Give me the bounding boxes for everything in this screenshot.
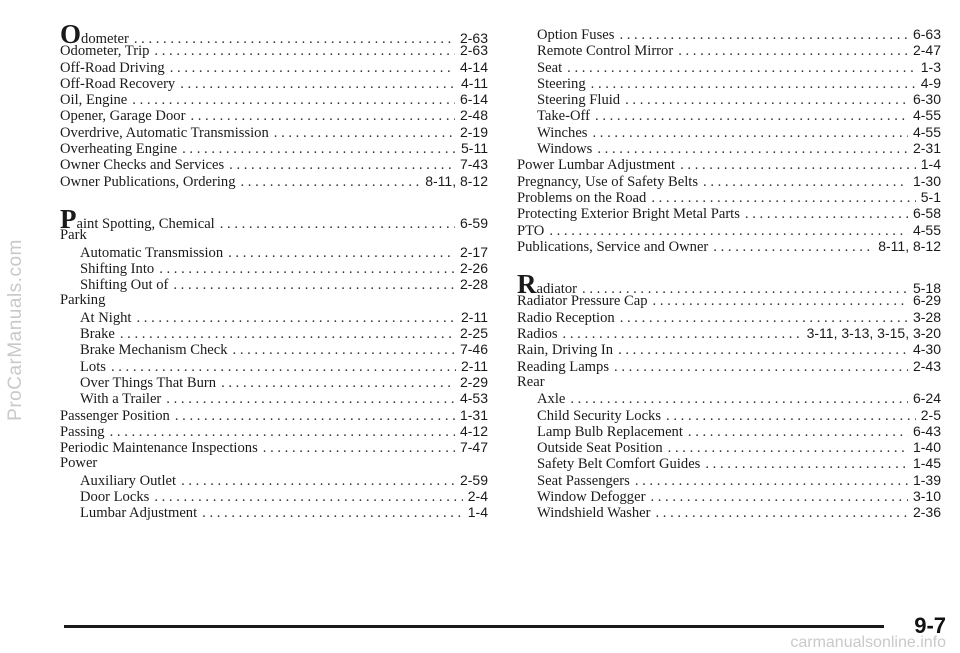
index-term: [517, 342, 613, 358]
index-entry: [517, 455, 941, 471]
index-section: [517, 269, 941, 522]
dot-leader: [592, 125, 907, 141]
index-term: [80, 473, 176, 489]
dot-leader: [229, 157, 455, 173]
dot-leader: [668, 440, 908, 456]
page-reference: 5-18: [912, 280, 941, 297]
dot-leader: [549, 223, 908, 239]
index-entry: [60, 390, 488, 406]
index-entry: [60, 292, 488, 308]
dot-leader: [745, 206, 908, 222]
dot-leader: [136, 310, 456, 326]
index-term: [60, 227, 87, 243]
index-entry: [517, 156, 941, 172]
dot-leader: [563, 326, 802, 342]
dot-leader: [705, 456, 908, 472]
index-entry: [517, 439, 941, 455]
dot-leader: [274, 125, 455, 141]
index-term: [60, 174, 236, 190]
index-term-text: aint Spotting, Chemical: [76, 215, 215, 232]
index-section: [517, 26, 941, 254]
index-term-text: Option Fuses: [537, 27, 615, 43]
dot-leader: [120, 326, 455, 342]
index-section: [60, 203, 488, 522]
index-term: [80, 245, 223, 261]
page-reference: 4-30: [912, 341, 941, 358]
index-term: [537, 456, 700, 472]
dot-leader: [154, 43, 455, 59]
page-reference: 2-5: [920, 406, 941, 423]
index-term: [80, 391, 161, 407]
index-entry: [517, 140, 941, 156]
page-reference: 5-1: [920, 188, 941, 205]
index-term-text: Brake: [80, 326, 115, 343]
index-term-text: Steering Fluid: [537, 92, 621, 109]
page-reference: 8-11, 8-12: [878, 237, 941, 254]
index-term-text: Rear: [517, 373, 545, 390]
page-reference: 4-14: [459, 58, 488, 75]
index-entry: [517, 59, 941, 75]
index-entry: [60, 19, 488, 49]
index-term-text: Power Lumbar Adjustment: [517, 157, 676, 174]
dot-leader: [655, 505, 907, 521]
section-letter: O: [60, 19, 82, 49]
index-term-text: Brake Mechanism Check: [80, 342, 228, 359]
index-term-text: At Night: [80, 309, 132, 326]
index-term-text: Radios: [517, 326, 558, 343]
index-term: [537, 440, 663, 456]
index-column-left: [60, 19, 488, 522]
page-reference: 1-3: [920, 58, 941, 75]
dot-leader: [620, 310, 908, 326]
index-term-text: Winches: [537, 124, 588, 141]
index-entry: [517, 309, 941, 325]
index-term: [517, 374, 545, 390]
page-reference: 2-63: [459, 30, 488, 46]
index-term: [60, 141, 177, 157]
index-term-text: dometer: [81, 31, 129, 47]
page-reference: 4-12: [459, 422, 488, 439]
page-reference: 7-47: [459, 439, 488, 456]
index-term-text: Door Locks: [80, 489, 150, 506]
index-entry: [60, 107, 488, 123]
dot-leader: [110, 424, 455, 440]
index-term-text: Radiator Pressure Cap: [517, 293, 648, 310]
dot-leader: [228, 245, 455, 261]
index-term: [80, 375, 216, 391]
index-term-text: Automatic Transmission: [80, 244, 224, 261]
page-reference: 6-29: [912, 292, 941, 309]
index-term: [537, 408, 661, 424]
dot-leader: [653, 293, 908, 309]
index-entry: [60, 276, 488, 292]
index-term: [517, 206, 740, 222]
index-entry: [517, 124, 941, 140]
index-term-text: Shifting Out of: [80, 277, 169, 294]
index-term: [60, 424, 105, 440]
dot-leader: [263, 440, 455, 456]
index-term: [537, 473, 630, 489]
index-entry: [517, 173, 941, 189]
index-entry: [60, 455, 488, 471]
side-watermark-text: ProCarManuals.com: [5, 239, 27, 421]
page-reference: 6-59: [459, 214, 488, 231]
page-reference: 1-45: [912, 455, 941, 472]
dot-leader: [241, 174, 421, 190]
index-entry: [60, 488, 488, 504]
index-term-text: Seat: [537, 59, 563, 76]
page-reference: 3-10: [912, 488, 941, 505]
page-reference: 1-31: [459, 406, 488, 423]
page-reference: 2-29: [459, 373, 488, 390]
index-term: [537, 141, 592, 157]
index-term: [80, 261, 154, 277]
dot-leader: [625, 92, 908, 108]
index-term-text: Periodic Maintenance Inspections: [60, 440, 258, 457]
index-entry: [517, 107, 941, 123]
index-term-text: Remote Control Mirror: [537, 43, 674, 60]
index-entry: [517, 269, 941, 300]
index-entry: [517, 292, 941, 308]
index-term-text: Safety Belt Comfort Guides: [537, 456, 701, 473]
dot-leader: [619, 27, 908, 43]
section-letter: P: [60, 203, 77, 234]
index-entry: [517, 407, 941, 423]
index-entry: [60, 91, 488, 107]
index-term-text: Lumbar Adjustment: [80, 505, 198, 522]
index-term: [60, 408, 170, 424]
index-term-text: Lamp Bulb Replacement: [537, 423, 683, 440]
index-term-text: Pregnancy, Use of Safety Belts: [517, 173, 699, 190]
index-term: [537, 60, 562, 76]
page-reference: 2-28: [459, 276, 488, 293]
page-reference: 7-43: [459, 156, 488, 173]
index-term-text: Owner Checks and Services: [60, 157, 225, 174]
index-term-text: Opener, Garage Door: [60, 108, 186, 125]
index-term-text: Rain, Driving In: [517, 342, 614, 359]
index-term: [517, 239, 708, 255]
index-term-text: Auxiliary Outlet: [80, 472, 177, 489]
page-reference: 4-53: [459, 390, 488, 407]
index-entry: [60, 423, 488, 439]
dot-leader: [132, 92, 455, 108]
index-entry: [60, 325, 488, 341]
index-entry: [517, 26, 941, 42]
page-reference: 1-30: [912, 172, 941, 189]
dot-leader: [688, 424, 908, 440]
index-entry: [517, 222, 941, 238]
index-term: [517, 157, 675, 173]
index-entry: [60, 156, 488, 172]
page-reference: 2-48: [459, 107, 488, 124]
index-term: [60, 76, 175, 92]
index-term: [60, 92, 127, 108]
page-reference: 1-40: [912, 439, 941, 456]
index-term: [537, 108, 590, 124]
index-entry: [60, 309, 488, 325]
dot-leader: [680, 157, 916, 173]
index-term-text: Shifting Into: [80, 260, 155, 277]
index-term-text: Steering: [537, 75, 586, 92]
dot-leader: [175, 408, 455, 424]
index-term: [517, 174, 698, 190]
page-reference: 8-11, 8-12: [425, 172, 488, 189]
page-reference: 2-31: [912, 140, 941, 157]
index-term: [537, 125, 587, 141]
index-term-text: Radio Reception: [517, 309, 615, 326]
dot-leader: [220, 216, 455, 232]
dot-leader: [618, 342, 908, 358]
index-entry: [60, 42, 488, 58]
index-entry: [517, 325, 941, 341]
index-entry: [60, 244, 488, 260]
index-entry: [517, 189, 941, 205]
dot-leader: [233, 342, 455, 358]
dot-leader: [180, 76, 456, 92]
index-term-text: Take-Off: [537, 108, 591, 125]
index-term-text: Park: [60, 227, 87, 244]
page-reference: 4-55: [912, 107, 941, 124]
page-reference: 6-24: [912, 390, 941, 407]
index-term: [537, 43, 673, 59]
dot-leader: [595, 108, 908, 124]
index-entry: [60, 472, 488, 488]
index-term: [60, 125, 269, 141]
dot-leader: [173, 277, 455, 293]
index-term-text: Odometer, Trip: [60, 43, 150, 60]
index-term: [537, 27, 614, 43]
index-term-text: Overheating Engine: [60, 141, 178, 158]
index-term: [517, 310, 615, 326]
index-term-text: Axle: [537, 391, 566, 408]
page-reference: 1-4: [467, 504, 488, 521]
dot-leader: [170, 60, 455, 76]
page-reference: 4-9: [920, 74, 941, 91]
index-entry: [517, 42, 941, 58]
index-term: [60, 43, 149, 59]
index-entry: [517, 488, 941, 504]
index-term-text: Over Things That Burn: [80, 374, 217, 391]
dot-leader: [666, 408, 916, 424]
index-term-text: Passing: [60, 423, 105, 440]
index-term-text: PTO: [517, 222, 545, 239]
index-term-text: Parking: [60, 292, 106, 309]
page-reference: 4-55: [912, 221, 941, 238]
index-term: [60, 292, 105, 308]
dot-leader: [190, 108, 455, 124]
index-entry: [517, 504, 941, 520]
footer-watermark: carmanualsonline.info: [790, 634, 946, 651]
page-reference: 2-19: [459, 123, 488, 140]
footer-rule: [64, 625, 884, 628]
dot-leader: [202, 505, 463, 521]
index-term-text: Owner Publications, Ordering: [60, 173, 236, 190]
page-reference: 3-11, 3-13, 3-15, 3-20: [806, 325, 941, 342]
page-reference: 2-43: [912, 357, 941, 374]
index-entry: [517, 390, 941, 406]
index-term-text: Windows: [537, 141, 593, 158]
index-term-text: Windshield Washer: [537, 505, 651, 522]
index-entry: [60, 260, 488, 276]
index-term-text: Protecting Exterior Bright Metal Parts: [517, 206, 740, 223]
side-watermark: [1, 80, 31, 580]
index-term-text: Power: [60, 455, 98, 472]
page-reference: 3-28: [912, 308, 941, 325]
index-column-right: [517, 26, 941, 521]
dot-leader: [570, 391, 908, 407]
page-reference: 2-63: [459, 42, 488, 59]
index-term-text: Outside Seat Position: [537, 440, 663, 457]
dot-leader: [182, 141, 456, 157]
page-reference: 1-4: [920, 156, 941, 173]
page-reference: 4-55: [912, 123, 941, 140]
index-entry: [60, 75, 488, 91]
page-reference: 2-4: [467, 488, 488, 505]
index-term-text: Oil, Engine: [60, 92, 128, 109]
index-section: [60, 19, 488, 190]
dot-leader: [166, 391, 455, 407]
index-entry: [60, 374, 488, 390]
page-reference: 2-36: [912, 504, 941, 521]
index-term: [517, 359, 609, 375]
page-reference: 2-25: [459, 325, 488, 342]
index-term: [517, 293, 648, 309]
index-term: [537, 76, 586, 92]
index-term-text: Off-Road Driving: [60, 59, 165, 76]
page-reference: 2-11: [461, 308, 488, 325]
index-term-text: Passenger Position: [60, 407, 170, 424]
page-reference: 6-30: [912, 91, 941, 108]
index-entry: [517, 374, 941, 390]
page-reference: 2-47: [912, 42, 941, 59]
page-reference: 6-43: [912, 422, 941, 439]
index-term-text: adiator: [536, 281, 578, 298]
index-term: [80, 277, 168, 293]
page-reference: 6-58: [912, 205, 941, 222]
dot-leader: [567, 60, 916, 76]
index-term-text: Publications, Service and Owner: [517, 238, 709, 255]
page-reference: 2-17: [459, 243, 488, 260]
dot-leader: [159, 261, 455, 277]
index-entry: [517, 75, 941, 91]
dot-leader: [635, 473, 908, 489]
index-term: [60, 108, 185, 124]
index-entry: [517, 205, 941, 221]
index-term: [80, 359, 106, 375]
index-term: [537, 391, 565, 407]
index-term-text: Reading Lamps: [517, 358, 610, 375]
index-term: [517, 223, 544, 239]
index-term-text: Off-Road Recovery: [60, 75, 176, 92]
page-reference: 2-11: [461, 357, 488, 374]
index-term-text: Seat Passengers: [537, 472, 630, 489]
index-entry: [517, 341, 941, 357]
index-term: [537, 424, 683, 440]
index-term-text: Child Security Locks: [537, 407, 662, 424]
index-term: [60, 455, 97, 471]
page-reference: 5-11: [461, 140, 488, 157]
dot-leader: [703, 174, 908, 190]
index-entry: [60, 504, 488, 520]
index-term-text: Window Defogger: [537, 489, 646, 506]
page-reference: 2-59: [459, 471, 488, 488]
index-entry: [60, 341, 488, 357]
page-reference: 6-63: [912, 26, 941, 42]
index-entry: [60, 140, 488, 156]
dot-leader: [181, 473, 455, 489]
index-term-text: Lots: [80, 358, 106, 375]
index-term-text: Problems on the Road: [517, 189, 647, 206]
index-term: [517, 190, 646, 206]
dot-leader: [591, 76, 916, 92]
index-entry: [60, 358, 488, 374]
dot-leader: [678, 43, 908, 59]
section-letter: R: [517, 269, 537, 300]
dot-leader: [650, 489, 908, 505]
index-term: [80, 489, 149, 505]
index-term: [80, 310, 131, 326]
page-number: 9-7: [914, 613, 946, 638]
index-entry: [517, 358, 941, 374]
index-entry: [60, 407, 488, 423]
index-term: [60, 157, 224, 173]
index-term: [80, 505, 197, 521]
dot-leader: [154, 489, 462, 505]
index-entry: [517, 472, 941, 488]
index-entry: [517, 91, 941, 107]
index-term: [537, 489, 645, 505]
index-term: [60, 440, 258, 456]
index-entry: [60, 124, 488, 140]
index-term: [80, 326, 115, 342]
dot-leader: [651, 190, 915, 206]
dot-leader: [713, 239, 873, 255]
index-entry: [517, 423, 941, 439]
dot-leader: [597, 141, 908, 157]
page-reference: 2-26: [459, 259, 488, 276]
index-term-text: With a Trailer: [80, 391, 162, 408]
index-term: [517, 326, 558, 342]
page-reference: 4-11: [461, 74, 488, 91]
index-entry: [60, 173, 488, 189]
page-reference: 1-39: [912, 471, 941, 488]
index-entry: [517, 238, 941, 254]
index-term: [60, 60, 165, 76]
index-term: [537, 92, 620, 108]
dot-leader: [111, 359, 456, 375]
index-term-text: Overdrive, Automatic Transmission: [60, 124, 269, 141]
index-entry: [60, 439, 488, 455]
page-reference: 7-46: [459, 341, 488, 358]
index-term: [80, 342, 228, 358]
index-entry: [60, 59, 488, 75]
dot-leader: [614, 359, 908, 375]
dot-leader: [221, 375, 455, 391]
page-reference: 6-14: [459, 91, 488, 108]
index-term: [537, 505, 650, 521]
index-entry: [60, 203, 488, 234]
